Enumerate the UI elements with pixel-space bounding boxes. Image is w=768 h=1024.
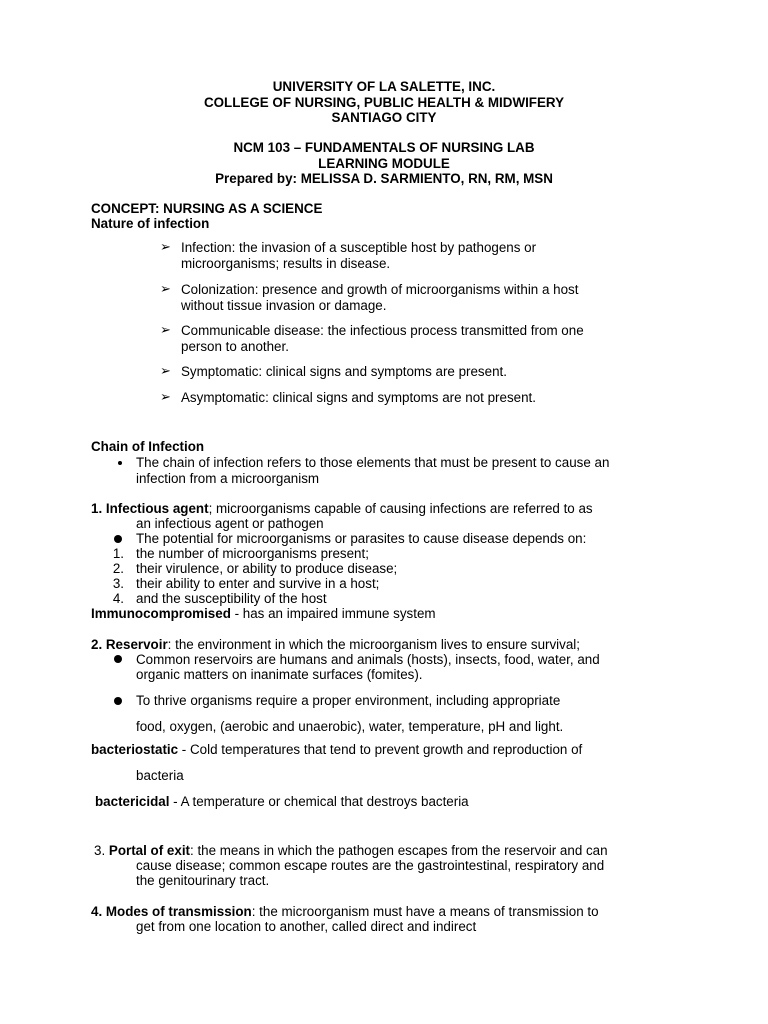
list-item-text: their virulence, or ability to produce disease; xyxy=(136,561,398,576)
list-item-text: their ability to enter and survive in a host; xyxy=(136,576,380,591)
list-number: 2. xyxy=(112,561,124,576)
portal-of-exit-text: : the means in which the pathogen escapes from the reservoir and can xyxy=(190,843,608,858)
chain-text: The chain of infection refers to those elements that must be present to cause an xyxy=(136,455,610,470)
arrow-bullet-icon: ➢ xyxy=(160,239,171,254)
term: bacteriostatic xyxy=(91,742,179,757)
list-item-text: Asymptomatic: clinical signs and symptoms are not present. xyxy=(181,390,536,405)
arrow-bullet-icon: ➢ xyxy=(160,281,171,296)
arrow-bullet-icon: ➢ xyxy=(160,389,171,404)
bullet-icon xyxy=(114,697,122,705)
immunocompromised-definition xyxy=(91,606,436,622)
list-item-text: and the susceptibility of the host xyxy=(136,591,327,606)
reservoir-heading: 2. Reservoir xyxy=(91,637,168,652)
modes-of-transmission-text: : the microorganism must have a means of transmission to xyxy=(251,904,599,919)
list-number: 1. xyxy=(112,546,124,561)
term: bactericidal xyxy=(95,794,170,809)
list-number: 4. xyxy=(112,591,124,606)
infectious-agent-heading: 1. Infectious agent xyxy=(91,501,209,516)
bullet-icon xyxy=(118,461,122,465)
bullet-icon xyxy=(114,535,122,543)
reservoir-paragraph xyxy=(91,637,580,653)
arrow-bullet-icon: ➢ xyxy=(160,363,171,378)
portal-of-exit-text: the genitourinary tract. xyxy=(136,873,270,888)
term: Immunocompromised xyxy=(91,606,231,621)
infectious-agent-text: ; microorganisms capable of causing infections are referred to as xyxy=(208,501,593,516)
bactericidal-definition xyxy=(95,794,469,810)
section-nature-of-infection: Nature of infection xyxy=(91,216,210,231)
list-item-text: the number of microorganisms present; xyxy=(136,546,369,561)
bacteriostatic-definition xyxy=(91,742,582,758)
reservoir-bullet-text: organic matters on inanimate surfaces (fomites). xyxy=(136,667,423,682)
module-title: LEARNING MODULE xyxy=(318,156,450,171)
agent-bullet-text: The potential for microorganisms or parasites to cause disease depends on: xyxy=(136,531,587,546)
course-title: NCM 103 – FUNDAMENTALS OF NURSING LAB xyxy=(233,140,535,155)
bullet-icon xyxy=(114,655,122,663)
definition: - Cold temperatures that tend to prevent growth and reproduction of xyxy=(178,742,583,757)
concept-title: CONCEPT: NURSING AS A SCIENCE xyxy=(91,201,323,216)
arrow-bullet-icon: ➢ xyxy=(160,322,171,337)
modes-of-transmission-text: get from one location to another, called direct and indirect xyxy=(136,919,477,934)
list-item-text: Infection: the invasion of a susceptible host by pathogens or xyxy=(181,240,537,255)
portal-of-exit-paragraph xyxy=(94,843,608,859)
university-name: UNIVERSITY OF LA SALETTE, INC. xyxy=(272,79,496,94)
definition: - A temperature or chemical that destroys bacteria xyxy=(169,794,469,809)
section-number: 3. xyxy=(94,843,109,858)
reservoir-bullet-text: Common reservoirs are humans and animals (hosts), insects, food, water, and xyxy=(136,652,600,667)
list-item-text: Communicable disease: the infectious process transmitted from one xyxy=(181,323,584,338)
infectious-agent-paragraph xyxy=(91,501,593,517)
portal-of-exit-text: cause disease; common escape routes are the gastrointestinal, respiratory and xyxy=(136,858,605,873)
city-name: SANTIAGO CITY xyxy=(331,110,437,125)
list-item-text: Symptomatic: clinical signs and symptoms are present. xyxy=(181,364,507,379)
definition: - has an impaired immune system xyxy=(230,606,436,621)
infectious-agent-text: an infectious agent or pathogen xyxy=(136,516,324,531)
section-chain-of-infection: Chain of Infection xyxy=(91,439,205,454)
list-item-text: microorganisms; results in disease. xyxy=(181,256,391,271)
reservoir-text: : the environment in which the microorganism lives to ensure survival; xyxy=(167,637,580,652)
chain-text: infection from a microorganism xyxy=(136,471,320,486)
reservoir-bullet-text: food, oxygen, (aerobic and unaerobic), water, temperature, pH and light. xyxy=(136,719,564,734)
reservoir-bullet-text: To thrive organisms require a proper environment, including appropriate xyxy=(136,693,561,708)
modes-of-transmission-heading: 4. Modes of transmission xyxy=(91,904,252,919)
college-name: COLLEGE OF NURSING, PUBLIC HEALTH & MIDWIFERY xyxy=(203,95,565,110)
list-item-text: person to another. xyxy=(181,339,289,354)
list-item-text: without tissue invasion or damage. xyxy=(181,298,387,313)
definition: bacteria xyxy=(136,768,184,783)
portal-of-exit-heading: Portal of exit xyxy=(108,843,190,858)
list-item-text: Colonization: presence and growth of microorganisms within a host xyxy=(181,282,579,297)
prepared-by: Prepared by: MELISSA D. SARMIENTO, RN, RM, MSN xyxy=(215,171,553,186)
list-number: 3. xyxy=(112,576,124,591)
modes-of-transmission-paragraph xyxy=(91,904,599,920)
